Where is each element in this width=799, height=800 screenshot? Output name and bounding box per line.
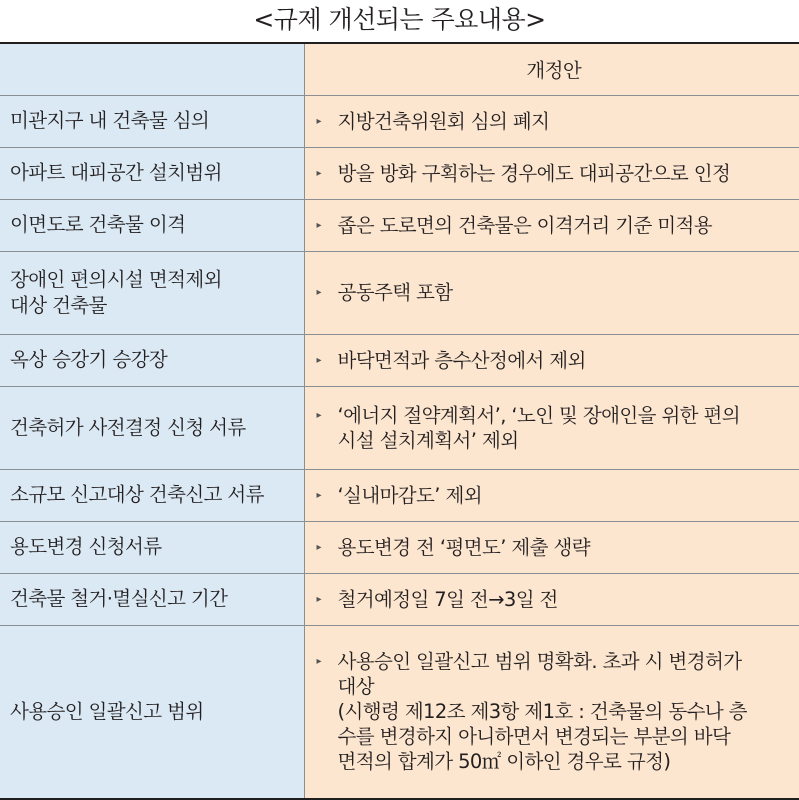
item-cell [0, 625, 304, 799]
amendment-cell [304, 95, 799, 147]
item-text-line: 건축허가 사전결정 신청 서류 [10, 415, 246, 439]
bullet-arrow-icon: ▸ [316, 167, 321, 179]
item-cell [0, 251, 304, 334]
amendment-text-line: 지방건축위원회 심의 폐지 [337, 109, 550, 133]
item-text-line: 건축물 철거·멸실신고 기간 [10, 587, 228, 610]
amendment-cell [304, 469, 799, 521]
bullet-arrow-icon: ▸ [316, 489, 321, 501]
amendment-text-line: 대상 [337, 675, 374, 699]
amendment-cell [304, 386, 799, 469]
bullet-arrow-icon: ▸ [316, 219, 321, 231]
bullet-arrow-icon: ▸ [316, 287, 321, 298]
amendment-text-line: 수를 변경하지 아니하면서 변경되는 부분의 바닥 [337, 725, 731, 749]
table-row [0, 334, 799, 386]
header-cell-amendment: 개정안 [304, 43, 799, 95]
table-row [0, 147, 799, 199]
table-row [0, 199, 799, 251]
item-cell [0, 95, 304, 147]
item-text-line: 옥상 승강기 승강장 [10, 348, 168, 371]
table-header-row [0, 43, 799, 95]
item-cell [0, 469, 304, 521]
amendment-text-line: 용도변경 전 ‘평면도’ 제출 생략 [337, 535, 590, 559]
item-text-line: 대상 건축물 [10, 293, 107, 317]
item-cell [0, 334, 304, 386]
bullet-arrow-icon: ▸ [316, 541, 321, 553]
amendment-text-line: (시행령 제12조 제3항 제1호 : 건축물의 동수나 층 [337, 700, 747, 724]
item-text-line: 사용승인 일괄신고 범위 [10, 699, 204, 723]
item-cell [0, 199, 304, 251]
amendment-text-line: 면적의 합계가 50㎡ 이하인 경우로 규정) [337, 750, 671, 774]
amendment-text-line: 좁은 도로면의 건축물은 이격거리 기준 미적용 [337, 213, 712, 237]
table-row [0, 386, 799, 469]
item-cell [0, 147, 304, 199]
item-text-line: 장애인 편의시설 면적제외 [10, 267, 222, 291]
table-row [0, 469, 799, 521]
amendment-text-line: ‘실내마감도’ 제외 [337, 483, 482, 507]
item-cell [0, 573, 304, 625]
amendment-cell [304, 521, 799, 573]
amendment-text-line: ‘에너지 절약계획서’, ‘노인 및 장애인을 위한 편의 [337, 403, 740, 427]
item-text-line: 미관지구 내 건축물 심의 [10, 109, 210, 132]
item-cell [0, 521, 304, 573]
amendment-text-line: 바닥면적과 층수산정에서 제외 [337, 348, 586, 372]
item-text-line: 이면도로 건축물 이격 [10, 213, 186, 236]
amendment-cell [304, 199, 799, 251]
amendment-text-line: 시설 설치계획서’ 제외 [337, 428, 519, 452]
amendment-cell [304, 251, 799, 334]
amendment-text-line: 공동주택 포함 [337, 281, 453, 304]
amendment-cell [304, 573, 799, 625]
amendment-text-line: 사용승인 일괄신고 범위 명확화. 초과 시 변경허가 [337, 650, 742, 674]
item-text-line: 소규모 신고대상 건축신고 서류 [10, 483, 264, 506]
regulation-table [0, 42, 799, 800]
table-title: <규제 개선되는 주요내용> [253, 5, 546, 34]
amendment-text-line: 철거예정일 7일 전→3일 전 [337, 587, 558, 611]
table-row [0, 625, 799, 799]
bullet-arrow-icon: ▸ [316, 409, 321, 421]
amendment-text-line: 방을 방화 구획하는 경우에도 대피공간으로 인정 [337, 161, 731, 185]
bullet-arrow-icon: ▸ [316, 354, 321, 366]
table-row [0, 95, 799, 147]
bullet-arrow-icon: ▸ [316, 593, 321, 605]
bullet-arrow-icon: ▸ [316, 656, 321, 668]
header-cell-item [0, 43, 304, 95]
item-cell [0, 386, 304, 469]
bullet-arrow-icon: ▸ [316, 115, 321, 127]
amendment-cell [304, 147, 799, 199]
table-row [0, 251, 799, 334]
item-text-line: 용도변경 신청서류 [10, 535, 162, 558]
amendment-cell [304, 334, 799, 386]
item-text-line: 아파트 대피공간 설치범위 [10, 161, 222, 184]
amendment-cell [304, 625, 799, 799]
table-row [0, 521, 799, 573]
table-row [0, 573, 799, 625]
